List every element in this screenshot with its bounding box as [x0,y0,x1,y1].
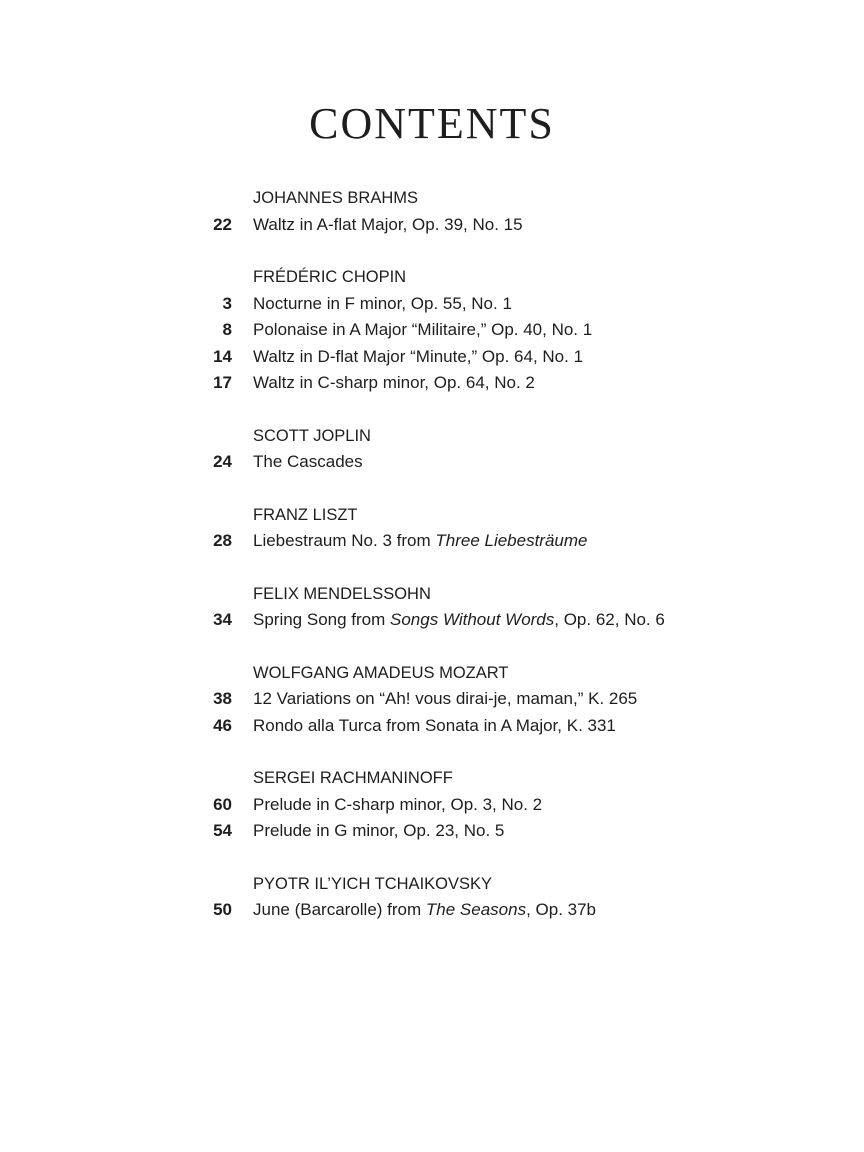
page-number: 3 [222,293,232,313]
composer-group [0,264,864,397]
composer-name: FRANZ LISZT [253,505,358,524]
piece-title-text: Waltz in C-sharp minor, Op. 64, No. 2 [253,373,535,392]
composer-row [0,423,864,450]
piece-title-suffix: , Op. 62, No. 6 [554,610,665,629]
toc-entry[interactable] [0,291,864,318]
piece-title-text: Prelude in C-sharp minor, Op. 3, No. 2 [253,794,543,814]
composer-row [0,765,864,792]
toc-entry[interactable] [0,713,864,740]
piece-title [253,370,535,397]
toc-entry[interactable] [0,449,864,476]
composer-name: WOLFGANG AMADEUS MOZART [253,663,509,682]
composer-group [0,581,864,634]
piece-title-text: Prelude in G minor, Op. 23, No. 5 [253,821,505,840]
toc-entry[interactable] [0,528,864,555]
page-number: 34 [213,610,232,629]
piece-title-text: The Cascades [253,452,363,471]
page-title: CONTENTS [309,99,555,148]
page-number: 8 [222,320,232,339]
piece-title [253,528,588,555]
composer-name: FELIX MENDELSSOHN [253,584,431,603]
toc-entry[interactable] [0,897,864,924]
table-of-contents [0,185,864,950]
piece-title [253,291,512,318]
composer-name: PYOTR IL’YICH TCHAIKOVSKY [253,874,493,893]
piece-title-text: Polonaise in A Major “Militaire,” Op. 40, No. 1 [253,320,593,339]
piece-title-text: Waltz in A-flat Major, Op. 39, No. 15 [253,214,523,234]
piece-title-italic: Songs Without Words [390,610,555,629]
piece-title-suffix: , Op. 37b [526,900,597,919]
composer-row [0,264,864,291]
composer-row [0,660,864,687]
piece-title-text: Spring Song from [253,610,391,629]
piece-title [253,713,616,740]
composer-group [0,423,864,476]
piece-title-italic: Three Liebesträume [435,531,588,550]
piece-title-text: Nocturne in F minor, Op. 55, No. 1 [253,293,512,313]
page-number: 50 [213,900,232,919]
toc-entry[interactable] [0,607,864,634]
page-number: 24 [213,452,232,471]
piece-title-italic: The Seasons [425,900,527,919]
piece-title [253,686,637,713]
piece-title-text: Waltz in D-flat Major “Minute,” Op. 64, No. 1 [253,346,584,366]
piece-title [253,449,363,476]
page-number: 60 [213,794,232,814]
piece-title-text: June (Barcarolle) from [253,900,426,919]
composer-name: SERGEI RACHMANINOFF [253,769,453,787]
composer-row [0,871,864,898]
piece-title [253,792,542,819]
toc-entry[interactable] [0,818,864,845]
page-number: 46 [213,715,232,735]
piece-title [253,897,596,924]
composer-group [0,660,864,740]
page-number: 54 [213,821,232,840]
page-number: 17 [213,373,232,392]
piece-title [253,607,665,634]
piece-title-text: 12 Variations on “Ah! vous dirai-je, maman,” K. 265 [253,689,638,708]
composer-name: FRÉDÉRIC CHOPIN [253,268,407,286]
toc-entry[interactable] [0,344,864,371]
page-number: 14 [213,346,232,366]
piece-title [253,344,583,371]
toc-entry[interactable] [0,212,864,239]
toc-entry[interactable] [0,686,864,713]
piece-title [253,317,592,344]
composer-name: SCOTT JOPLIN [253,426,371,445]
piece-title [253,818,504,845]
piece-title [253,212,523,239]
page-number: 38 [213,689,232,708]
piece-title-text: Rondo alla Turca from Sonata in A Major, K. 331 [253,715,616,735]
composer-row [0,502,864,529]
page-number: 22 [213,214,232,234]
composer-group [0,185,864,238]
toc-entry[interactable] [0,317,864,344]
piece-title-text: Liebestraum No. 3 from [253,531,436,550]
composer-group [0,502,864,555]
page-number: 28 [213,531,232,550]
composer-row [0,185,864,212]
toc-entry[interactable] [0,370,864,397]
composer-group [0,765,864,845]
toc-entry[interactable] [0,792,864,819]
composer-group [0,871,864,924]
composer-name: JOHANNES BRAHMS [253,189,419,207]
composer-row [0,581,864,608]
